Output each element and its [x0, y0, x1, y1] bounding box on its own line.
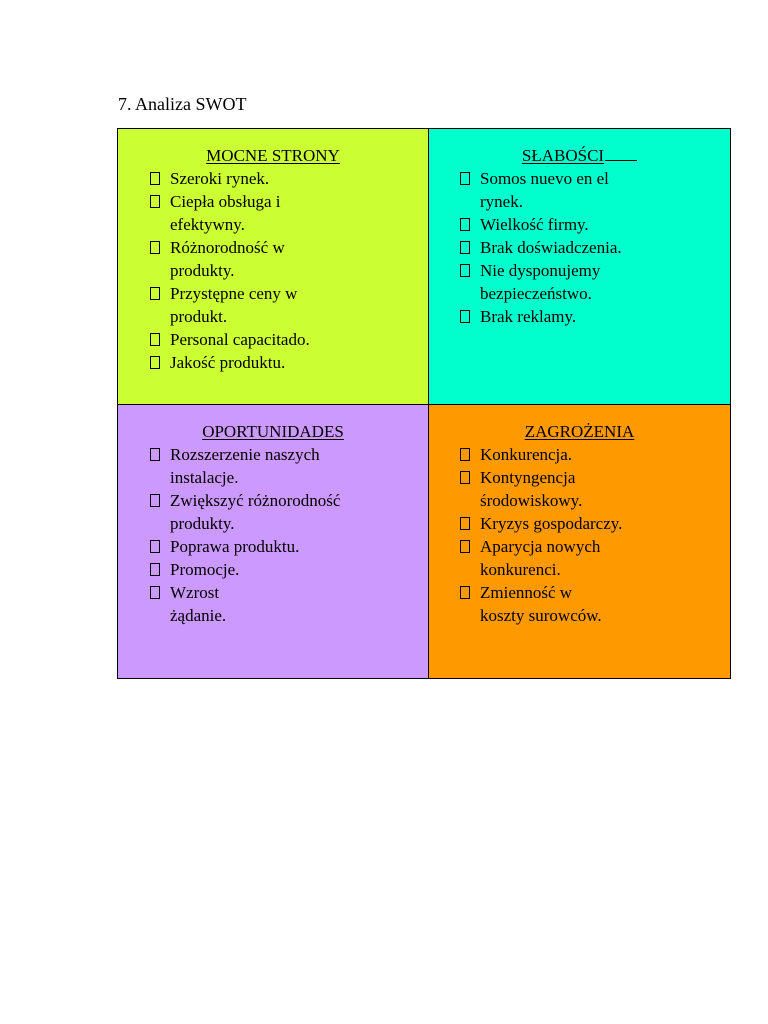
item-text-continuation: efektywny. — [170, 215, 245, 234]
item-text-continuation: bezpieczeństwo. — [480, 284, 592, 303]
item-text-continuation: koszty surowców. — [480, 606, 602, 625]
checkbox-bullet-icon — [460, 471, 470, 484]
item-text: Brak doświadczenia. — [480, 238, 622, 257]
item-text-continuation: rynek. — [480, 192, 523, 211]
strengths-item — [150, 236, 428, 282]
opportunities-title: OPORTUNIDADES — [202, 422, 344, 441]
item-text: Zmienność w — [480, 583, 573, 602]
opportunities-item — [150, 558, 428, 581]
threats-list — [429, 443, 730, 627]
checkbox-bullet-icon — [150, 241, 160, 254]
opportunities-list — [118, 443, 428, 627]
item-text: Wielkość firmy. — [480, 215, 589, 234]
item-text: Zwiększyć różnorodność — [170, 491, 341, 510]
weaknesses-quadrant — [429, 129, 731, 405]
opportunities-item — [150, 443, 428, 489]
item-text: Rozszerzenie naszych — [170, 445, 320, 464]
item-text-continuation: produkt. — [170, 307, 228, 326]
weaknesses-title: SŁABOŚCI — [429, 144, 730, 167]
item-text-continuation: instalacje. — [170, 468, 239, 487]
weaknesses-list — [429, 167, 730, 328]
swot-table — [117, 128, 731, 679]
checkbox-bullet-icon — [460, 586, 470, 599]
checkbox-bullet-icon — [460, 264, 470, 277]
checkbox-bullet-icon — [150, 494, 160, 507]
item-text: Kryzys gospodarczy. — [480, 514, 623, 533]
item-text-continuation: produkty. — [170, 514, 235, 533]
item-text-continuation: żądanie. — [170, 606, 227, 625]
checkbox-bullet-icon — [150, 287, 160, 300]
item-text: Ciepła obsługa i — [170, 192, 281, 211]
checkbox-bullet-icon — [150, 195, 160, 208]
checkbox-bullet-icon — [460, 241, 470, 254]
item-text: Przystępne ceny w — [170, 284, 298, 303]
item-text: Jakość produktu. — [170, 353, 286, 372]
item-text: Poprawa produktu. — [170, 537, 300, 556]
checkbox-bullet-icon — [150, 586, 160, 599]
threats-quadrant — [429, 405, 731, 679]
item-text: Szeroki rynek. — [170, 169, 270, 188]
checkbox-bullet-icon — [150, 563, 160, 576]
item-text: Aparycja nowych — [480, 537, 601, 556]
item-text: Różnorodność w — [170, 238, 285, 257]
weaknesses-item — [460, 259, 730, 305]
threats-title: ZAGROŻENIA — [524, 422, 635, 441]
weaknesses-item — [460, 305, 730, 328]
checkbox-bullet-icon — [150, 448, 160, 461]
threats-item — [460, 466, 730, 512]
item-text-continuation: konkurenci. — [480, 560, 561, 579]
checkbox-bullet-icon — [460, 448, 470, 461]
title-underline-extension — [605, 159, 637, 161]
strengths-list — [118, 167, 428, 374]
checkbox-bullet-icon — [460, 218, 470, 231]
strengths-title: MOCNE STRONY — [206, 146, 340, 165]
threats-item — [460, 512, 730, 535]
opportunities-item — [150, 581, 428, 627]
strengths-item — [150, 167, 428, 190]
threats-item — [460, 443, 730, 466]
item-text: Somos nuevo en el — [480, 169, 609, 188]
checkbox-bullet-icon — [150, 172, 160, 185]
item-text-continuation: środowiskowy. — [480, 491, 583, 510]
strengths-item — [150, 328, 428, 351]
checkbox-bullet-icon — [460, 172, 470, 185]
strengths-item — [150, 351, 428, 374]
item-text: Personal capacitado. — [170, 330, 310, 349]
item-text: Konkurencja. — [480, 445, 573, 464]
opportunities-item — [150, 535, 428, 558]
opportunities-quadrant — [118, 405, 429, 679]
weaknesses-item — [460, 167, 730, 213]
checkbox-bullet-icon — [150, 540, 160, 553]
checkbox-bullet-icon — [150, 356, 160, 369]
strengths-item — [150, 190, 428, 236]
threats-item — [460, 535, 730, 581]
checkbox-bullet-icon — [150, 333, 160, 346]
strengths-item — [150, 282, 428, 328]
item-text: Wzrost — [170, 583, 220, 602]
strengths-quadrant — [118, 129, 429, 405]
item-text: Promocje. — [170, 560, 240, 579]
opportunities-item — [150, 489, 428, 535]
weaknesses-item — [460, 236, 730, 259]
item-text: Nie dysponujemy — [480, 261, 601, 280]
checkbox-bullet-icon — [460, 310, 470, 323]
threats-item — [460, 581, 730, 627]
checkbox-bullet-icon — [460, 517, 470, 530]
checkbox-bullet-icon — [460, 540, 470, 553]
item-text-continuation: produkty. — [170, 261, 235, 280]
weaknesses-item — [460, 213, 730, 236]
item-text: Brak reklamy. — [480, 307, 577, 326]
item-text: Kontyngencja — [480, 468, 576, 487]
page-heading: 7. Analiza SWOT — [118, 94, 247, 114]
